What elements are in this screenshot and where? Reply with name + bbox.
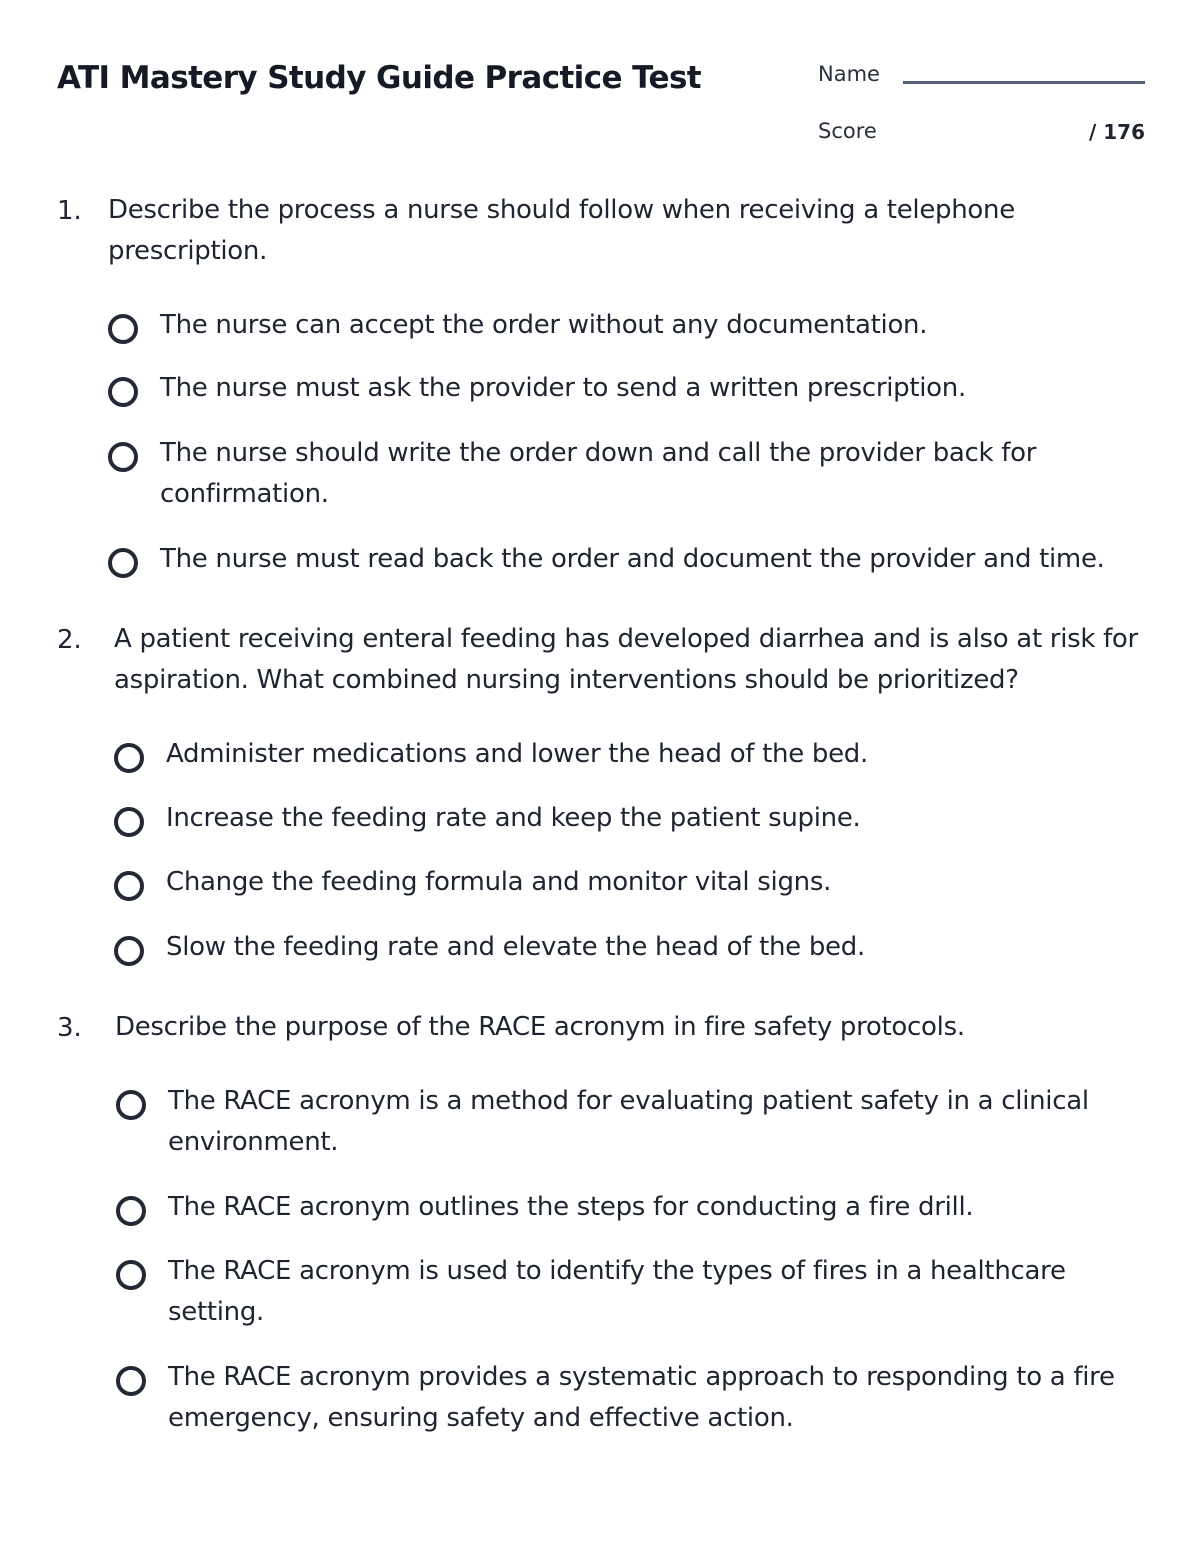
option-text: Change the feeding formula and monitor vital signs. — [166, 867, 832, 897]
question-text: A patient receiving enteral feeding has developed diarrhea and is also at risk for aspiration. What combined nursing interventions should be prioritized? — [114, 624, 1138, 695]
radio-button[interactable] — [116, 1366, 146, 1396]
radio-button[interactable] — [114, 871, 144, 901]
radio-button[interactable] — [108, 442, 138, 472]
option-text: The nurse must ask the provider to send a written prescription. — [160, 373, 966, 403]
option-text: The nurse must read back the order and document the provider and time. — [160, 544, 1105, 574]
radio-button[interactable] — [114, 936, 144, 966]
question-number: 2. — [57, 625, 82, 655]
question-text: Describe the purpose of the RACE acronym in fire safety protocols. — [115, 1012, 965, 1042]
name-field[interactable] — [903, 81, 1145, 84]
question-text: Describe the process a nurse should follow when receiving a telephone prescription. — [108, 195, 1015, 266]
option-text: The RACE acronym is used to identify the types of fires in a healthcare setting. — [168, 1256, 1066, 1327]
option-text: Slow the feeding rate and elevate the head of the bed. — [166, 932, 865, 962]
radio-button[interactable] — [114, 743, 144, 773]
name-label: Name — [818, 62, 880, 86]
question-number: 3. — [57, 1013, 82, 1043]
radio-button[interactable] — [108, 548, 138, 578]
option-text: The nurse can accept the order without any documentation. — [160, 310, 928, 340]
radio-button[interactable] — [108, 314, 138, 344]
option-text: The RACE acronym outlines the steps for conducting a fire drill. — [168, 1192, 974, 1222]
page-title: ATI Mastery Study Guide Practice Test — [57, 60, 702, 96]
option-text: Administer medications and lower the head of the bed. — [166, 739, 868, 769]
option-text: Increase the feeding rate and keep the patient supine. — [166, 803, 861, 833]
score-label: Score — [818, 119, 877, 143]
option-text: The RACE acronym is a method for evaluating patient safety in a clinical environment. — [168, 1086, 1089, 1157]
option-text: The nurse should write the order down and call the provider back for confirmation. — [160, 438, 1037, 509]
radio-button[interactable] — [116, 1090, 146, 1120]
radio-button[interactable] — [116, 1260, 146, 1290]
option-text: The RACE acronym provides a systematic approach to responding to a fire emergency, ensuring safety and effective action. — [168, 1362, 1115, 1433]
question-number: 1. — [57, 196, 82, 226]
radio-button[interactable] — [108, 377, 138, 407]
radio-button[interactable] — [114, 807, 144, 837]
radio-button[interactable] — [116, 1196, 146, 1226]
score-total: / 176 — [1088, 120, 1145, 144]
